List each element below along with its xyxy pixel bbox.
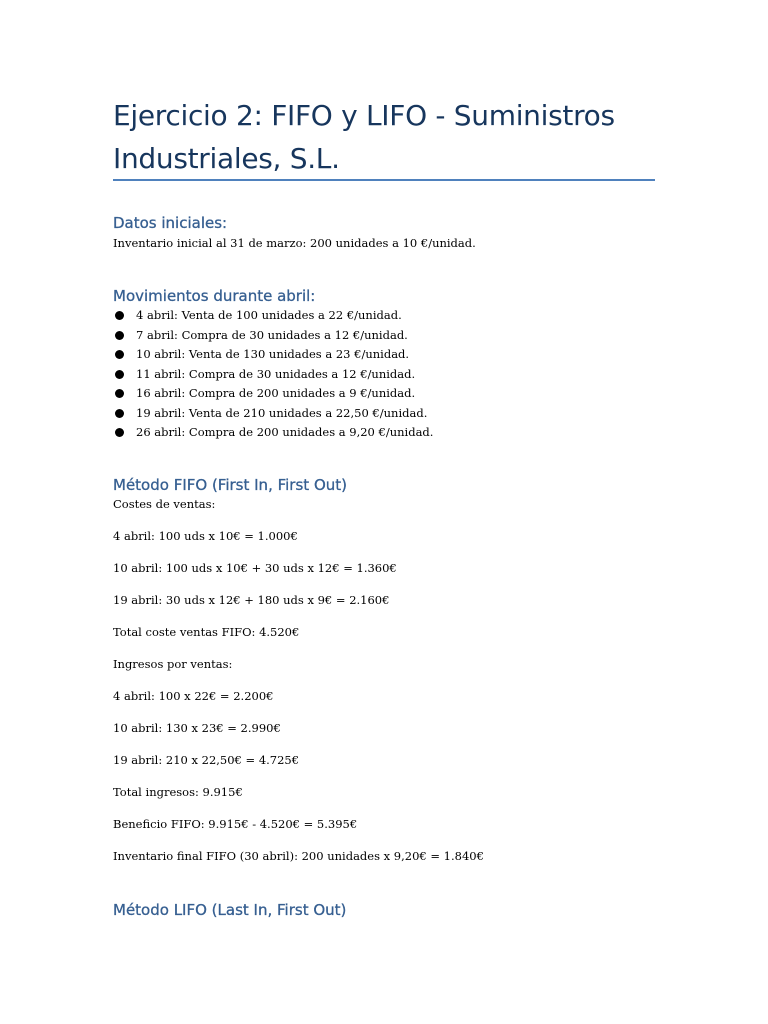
heading-datos-iniciales: Datos iniciales: xyxy=(113,214,228,232)
fifo-ingreso-line: 10 abril: 130 x 23€ = 2.990€ xyxy=(113,721,281,735)
fifo-ingreso-line: 4 abril: 100 x 22€ = 2.200€ xyxy=(113,689,274,703)
fifo-ingreso-line: 19 abril: 210 x 22,50€ = 4.725€ xyxy=(113,753,300,767)
fifo-costes-label: Costes de ventas: xyxy=(113,497,216,511)
bullet-icon xyxy=(115,409,124,418)
heading-lifo: Método LIFO (Last In, First Out) xyxy=(113,901,347,919)
fifo-coste-line: 10 abril: 100 uds x 10€ + 30 uds x 12€ = 1.360€ xyxy=(113,561,397,575)
fifo-total-ingresos: Total ingresos: 9.915€ xyxy=(113,785,243,799)
bullet-icon xyxy=(115,311,124,320)
bullet-icon xyxy=(115,370,124,379)
fifo-total-coste: Total coste ventas FIFO: 4.520€ xyxy=(113,625,300,639)
bullet-icon xyxy=(115,428,124,437)
fifo-ingresos-label: Ingresos por ventas: xyxy=(113,657,233,671)
fifo-inventario-final: Inventario final FIFO (30 abril): 200 unidades x 9,20€ = 1.840€ xyxy=(113,849,484,863)
title-underline xyxy=(113,179,655,181)
bullet-icon xyxy=(115,389,124,398)
fifo-coste-line: 19 abril: 30 uds x 12€ + 180 uds x 9€ = 2.160€ xyxy=(113,593,390,607)
heading-movimientos: Movimientos durante abril: xyxy=(113,287,316,305)
document-title: Ejercicio 2: FIFO y LIFO - Suministros Industriales, S.L. xyxy=(113,99,615,175)
fifo-beneficio: Beneficio FIFO: 9.915€ - 4.520€ = 5.395€ xyxy=(113,817,358,831)
bullet-icon xyxy=(115,350,124,359)
heading-fifo: Método FIFO (First In, First Out) xyxy=(113,476,347,494)
datos-iniciales-text: Inventario inicial al 31 de marzo: 200 unidades a 10 €/unidad. xyxy=(113,236,476,250)
fifo-coste-line: 4 abril: 100 uds x 10€ = 1.000€ xyxy=(113,529,298,543)
bullet-icon xyxy=(115,331,124,340)
